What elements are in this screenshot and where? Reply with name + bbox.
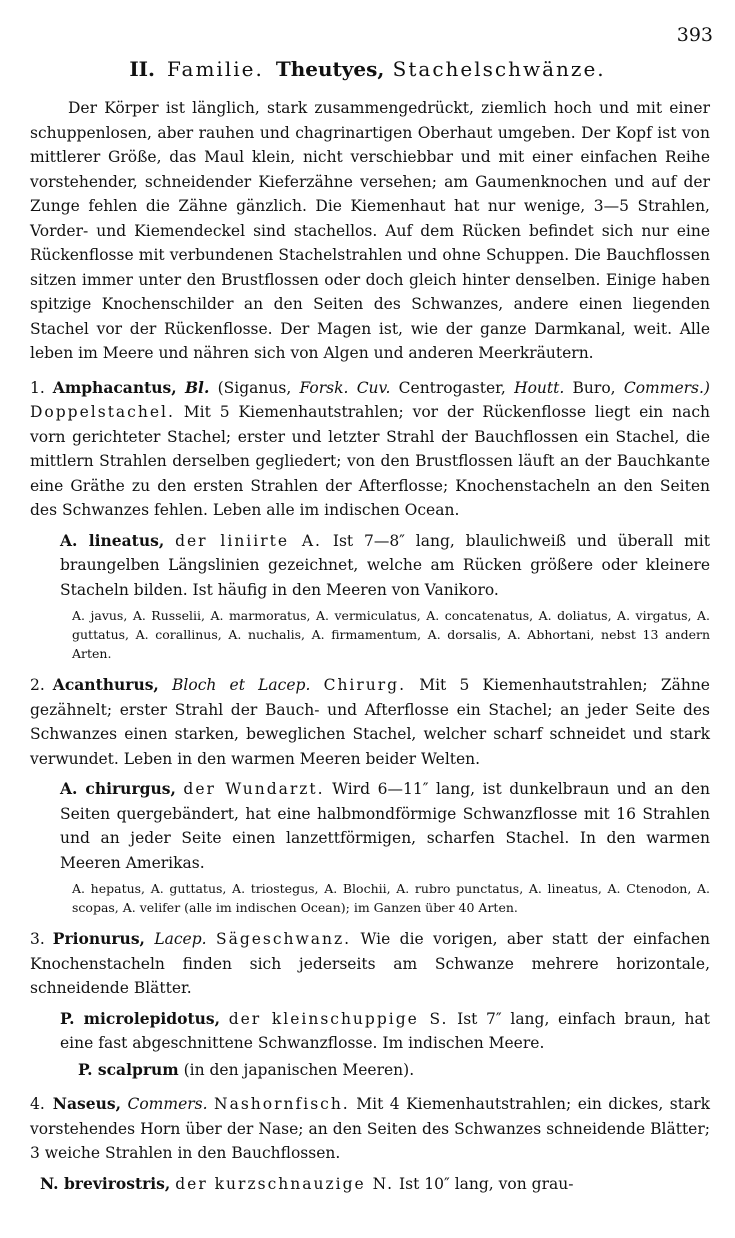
genus-name: Prionurus,	[52, 929, 145, 948]
species-entry	[78, 1058, 710, 1083]
genus-author: Bloch et Lacep.	[172, 676, 311, 694]
other-species-list: A. hepatus, A. guttatus, A. triostegus, A. Blochii, A. rubro punctatus, A. lineatus, A. Ctenodon, A. scopas, A. velifer (alle im indischen Ocean); im Ganzen über 40 Arten.	[72, 881, 710, 915]
family-heading	[0, 57, 735, 81]
species-german-name: der kurzschnauzige N.	[175, 1174, 395, 1193]
genus-number: 1.	[30, 378, 45, 397]
species-description: Ist 10″ lang, von grau-	[399, 1174, 574, 1193]
page-number: 393	[676, 24, 713, 46]
species-entry	[60, 1007, 710, 1056]
heading-german: Stachelschwänze.	[392, 57, 606, 81]
genus-number: 4.	[30, 1095, 45, 1113]
other-species-list: A. javus, A. Russelii, A. marmoratus, A. vermiculatus, A. concatenatus, A. doliatus, A. virgatus, A. guttatus, A. corallinus, A. nuchalis, A. firmamentum, A. dorsalis, A. Abhortani, nebst 13 andern Arten.	[72, 608, 710, 661]
genus-german-name: Doppelstachel.	[30, 403, 175, 421]
genus-name: Acanthurus,	[52, 675, 159, 694]
species-description: Ist 7″ lang, einfach braun, hat eine fast abgeschnittene Schwanzflosse. Im indischen Meere.	[60, 1009, 710, 1052]
species-german-name: der Wundarzt.	[183, 780, 325, 798]
heading-roman: II.	[129, 57, 156, 81]
species-name: P. scalprum	[78, 1059, 179, 1079]
genus-german-name: Chirurg.	[323, 676, 407, 694]
genus-description: Wie die vorigen, aber statt der einfachen Knochenstacheln finden sich jederseits am Schwanze mehrere horizontale, schneidende Blätter.	[30, 930, 711, 997]
species-entry	[40, 1172, 710, 1197]
heading-label: Familie.	[167, 57, 264, 81]
genus-entry	[30, 673, 710, 771]
genus-synonym: Centrogaster,	[398, 378, 506, 397]
genus-description: Mit 5 Kiemenhautstrahlen; vor der Rückenflosse liegt ein nach vorn gerichteter Stachel; erster und letzter Strahl der Bauchflossen ein Stachel, die mittlern Strahlen derselben gegliedert; von den Brustflossen läuft an der Bauchkante eine Gräthe zu den ersten Strahlen der Afterflosse; Knochenstacheln an den Seiten des Schwanzes fehlen. Leben alle im indischen Ocean.	[30, 403, 710, 519]
genus-entry	[30, 927, 710, 1001]
genus-number: 3.	[30, 930, 45, 948]
species-name: A. lineatus,	[60, 530, 165, 550]
genus-synonym-author: Forsk. Cuv.	[299, 378, 391, 397]
genus-synonym-author: Commers.)	[623, 378, 710, 397]
genus-entry	[30, 376, 710, 523]
species-german-name: der kleinschuppige S.	[228, 1009, 449, 1028]
genus-german-name: Sägeschwanz.	[215, 930, 352, 948]
species-name: P. microlepidotus,	[60, 1008, 221, 1028]
species-name: N. brevirostris,	[40, 1173, 171, 1193]
species-name: A. chirurgus,	[60, 779, 176, 798]
genus-description: Mit 4 Kiemenhautstrahlen; ein dickes, stark vorstehendes Horn über der Nase; an den Seiten des Schwanzes schneidende Blätter; 3 weiche Strahlen in den Bauchflossen.	[30, 1095, 710, 1162]
species-description: (in den japanischen Meeren).	[183, 1060, 415, 1079]
intro-paragraph: Der Körper ist länglich, stark zusammengedrückt, ziemlich hoch und mit einer schuppenlosen, aber rauhen und chagrinartigen Oberhaut umgeben. Der Kopf ist von mittlerer Größe, das Maul klein, nicht verschiebbar und mit einer einfachen Reihe vorstehender, schneidender Kieferzähne versehen; am Gaumenknochen und auf der Zunge fehlen die Zähne gänzlich. Die Kiemenhaut hat nur wenige, 3—5 Strahlen, Vorder- und Kiemendeckel sind stachellos. Auf dem Rücken befindet sich nur eine Rückenflosse mit verbundenen Stachelstrahlen und ohne Schuppen. Die Bauchflossen sitzen immer unter den Brustflossen oder doch gleich hinter denselben. Einige haben spitzige Knochenschilder an den Seiten des Schwanzes, andere einen liegenden Stachel vor der Rückenflosse. Der Magen ist, wie der ganze Darmkanal, weit. Alle leben im Meere und nähren sich von Algen und anderen Meerkräutern.	[30, 99, 710, 362]
species-german-name: der liniirte A.	[175, 531, 322, 550]
species-entry	[60, 529, 710, 603]
genus-name: Naseus,	[52, 1094, 121, 1113]
genus-german-name: Nashornfisch.	[214, 1095, 350, 1113]
genus-synonym: (Siganus,	[217, 378, 292, 397]
page-body	[30, 96, 710, 1196]
species-description: Ist 7—8″ lang, blaulichweiß und überall mit braungelben Längslinien gezeichnet, welche am Rücken größere oder kleinere Stacheln bilden. Ist häufig in den Meeren von Vanikoro.	[60, 531, 710, 599]
genus-synonym-author: Houtt.	[514, 378, 565, 397]
heading-name: Theutyes,	[275, 57, 385, 81]
genus-name: Amphacantus,	[52, 377, 177, 397]
genus-entry	[30, 1092, 710, 1166]
genus-description: Mit 5 Kiemenhautstrahlen; Zähne gezähnelt; erster Strahl der Bauch- und Afterflosse ein Stachel; an jeder Seite des Schwanzes einen starken, beweglichen Stachel, welcher scharf schneidet und stark verwundet. Leben in den warmen Meeren beider Welten.	[30, 676, 710, 768]
genus-synonym: Buro,	[572, 378, 616, 397]
species-description: Wird 6—11″ lang, ist dunkelbraun und an den Seiten quergebändert, hat eine halbmondförmige Schwanzflosse mit 16 Strahlen und an jeder Seite einen lanzettförmigen, scharfen Stachel. In den warmen Meeren Amerikas.	[60, 780, 710, 872]
genus-number: 2.	[30, 676, 45, 694]
genus-author: Lacep.	[154, 930, 207, 948]
genus-author: Commers.	[127, 1095, 208, 1113]
genus-author: Bl.	[184, 377, 210, 397]
species-entry	[60, 777, 710, 875]
